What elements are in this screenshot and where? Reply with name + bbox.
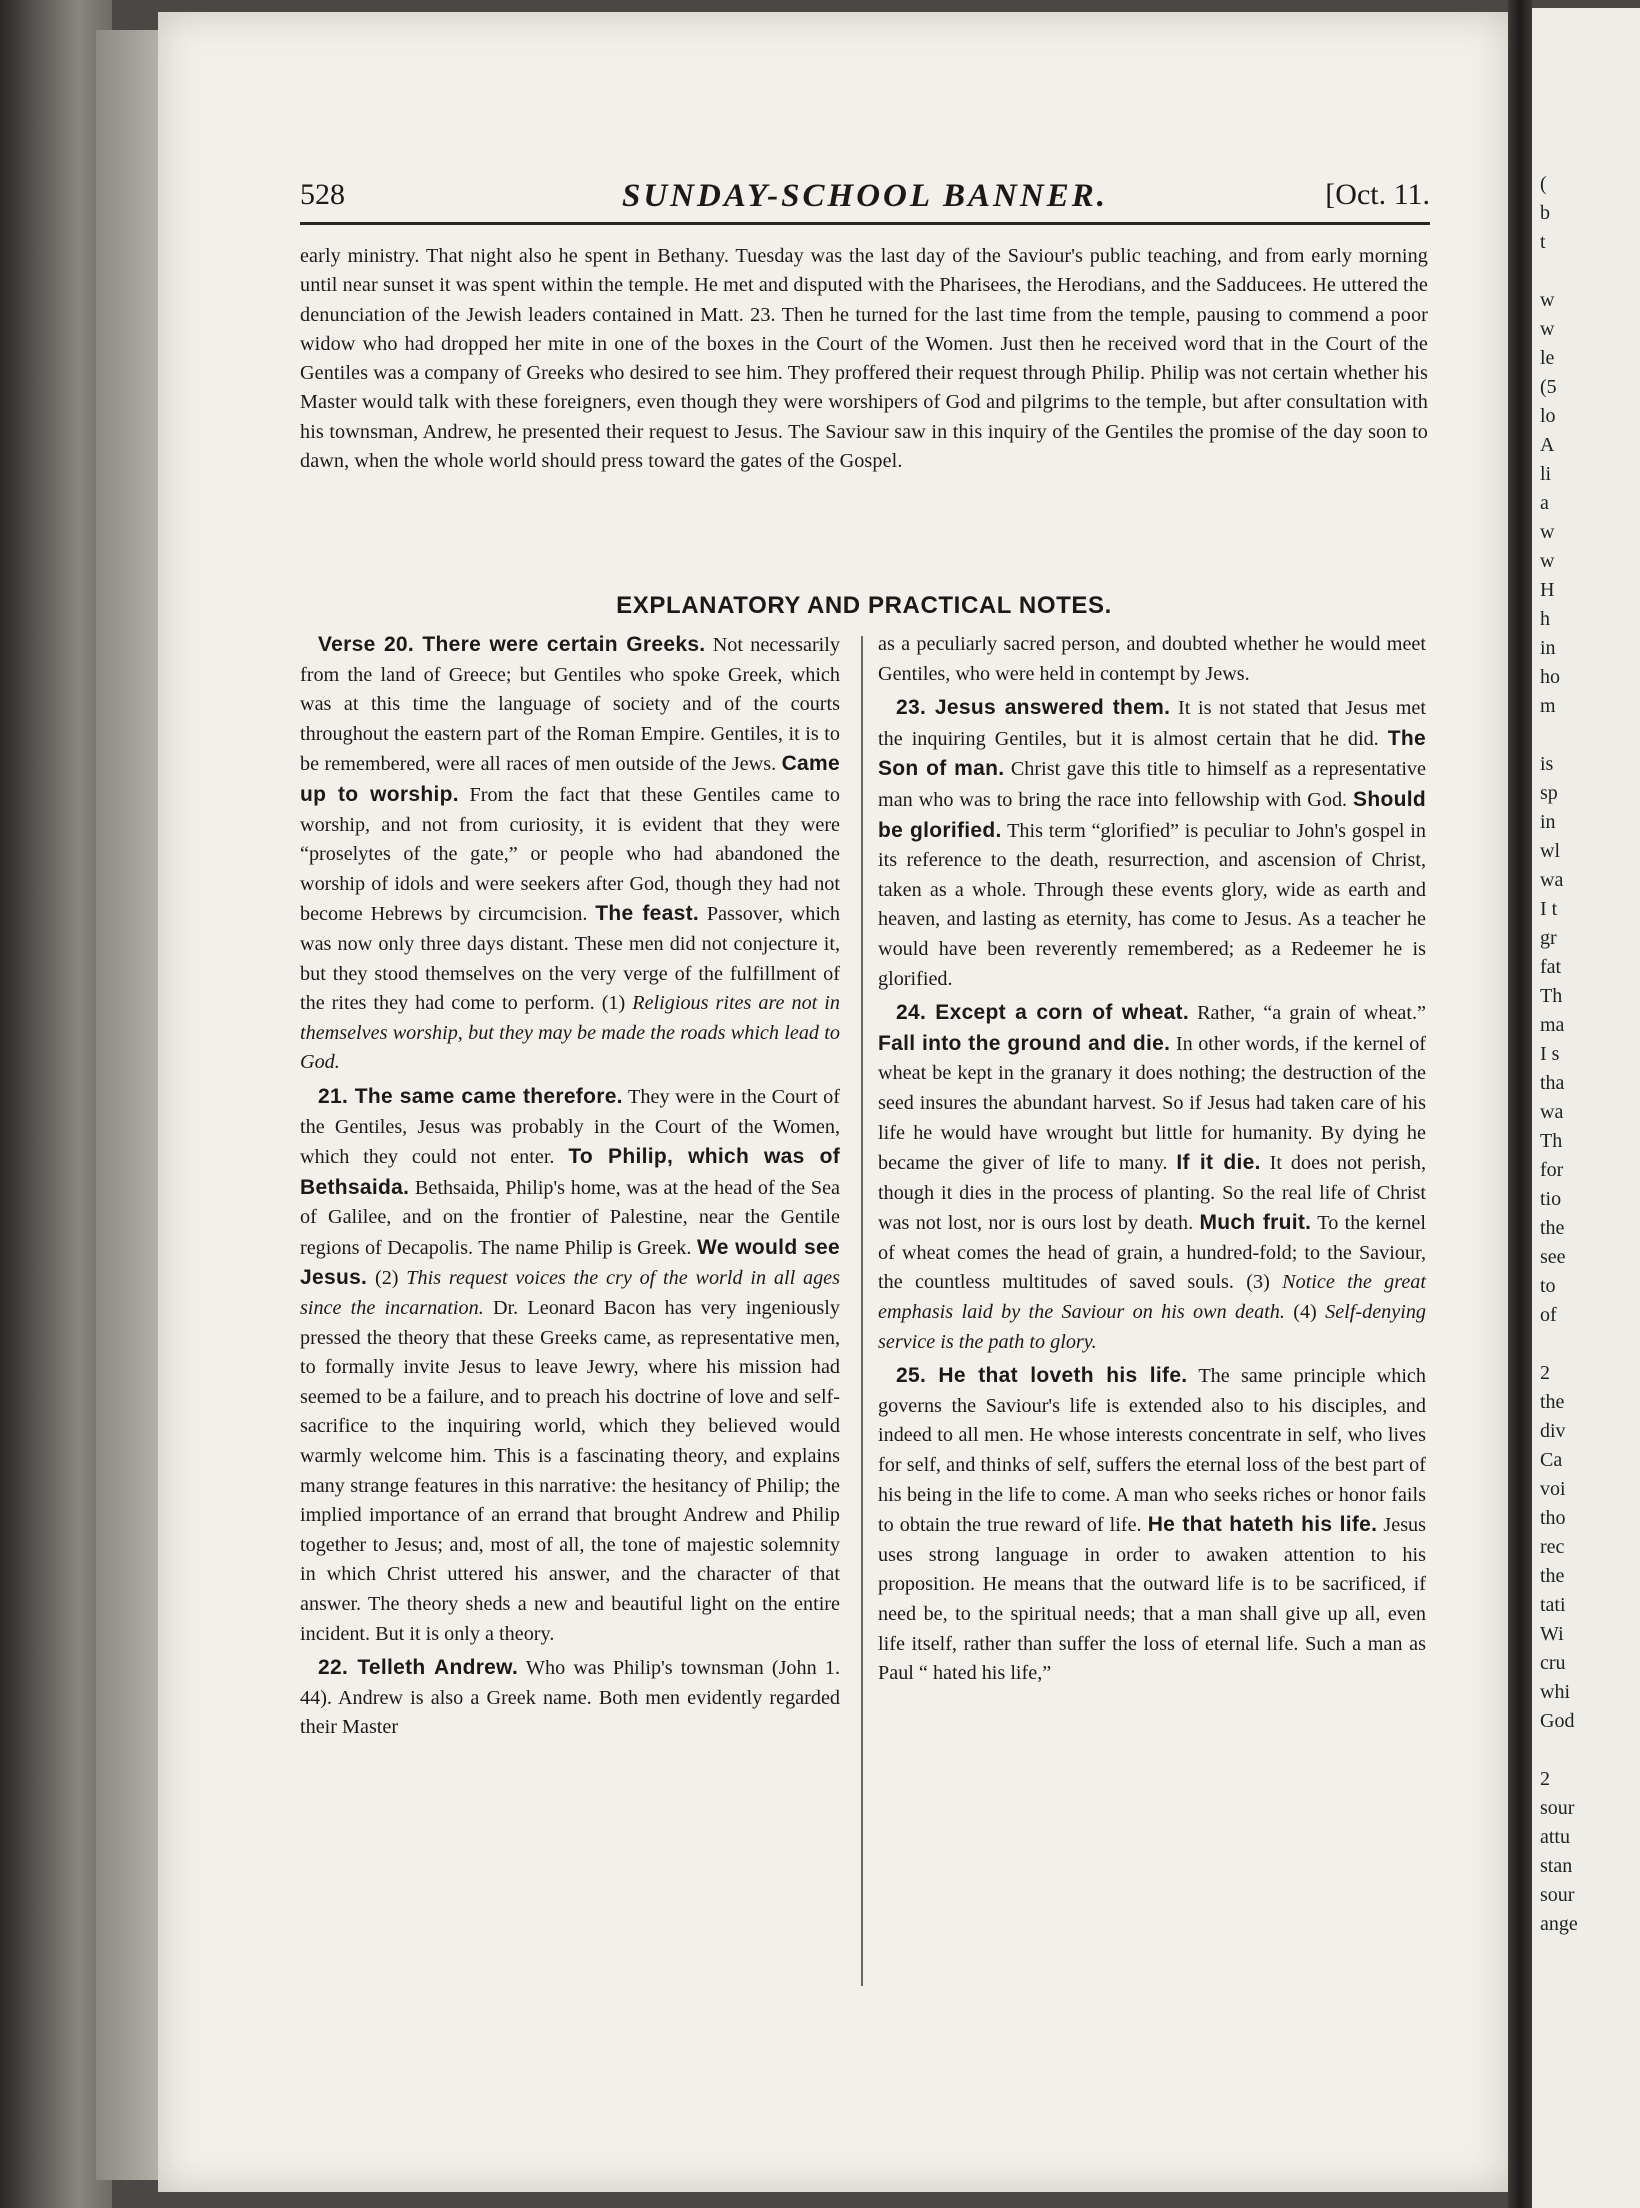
- note-text: Dr. Leonard Bacon has very ingeniously pressed the theory that these Greeks came, as representative men, to formally invite Jesus to leave Jewry, where his mission had seemed to be a failure, and to preach his doctrine of love and self-sacrifice to the inquiring world, which they believed would warmly welcome him. This is a fascinating theory, and explains many strange features in this narrative: the hesitancy of Philip; the implied importance of an errand that brought Andrew and Philip together to Jesus; and, most of all, the tone of majestic solemnity in which Christ uttered his answer, and the character of that answer. The theory sheds a new and beautiful light on the entire incident. But it is only a theory.: [300, 1297, 840, 1645]
- facing-page-line: tha: [1540, 1072, 1565, 1094]
- facing-page-line: Ca: [1540, 1449, 1563, 1471]
- facing-page-line: [1540, 257, 1578, 286]
- lesson-point: Religious rites are not in themselves worship, but they may be made the roads which lead to God.: [300, 992, 840, 1074]
- facing-page-line: I t: [1540, 898, 1558, 920]
- verse-heading: 21. The same came therefore.: [318, 1084, 623, 1108]
- facing-page-line: wl: [1540, 840, 1560, 862]
- left-column: [300, 630, 840, 1747]
- facing-page-line: voi: [1540, 1478, 1566, 1500]
- facing-page-line: ange: [1540, 1913, 1578, 1935]
- verse-heading: Much fruit.: [1199, 1211, 1312, 1235]
- note-text: Bethsaida, Philip's home, was at the head of the Sea of Galilee, and on the frontier of Palestine, near the Gentile regions of Decapolis. The name Philip is Greek.: [300, 1176, 840, 1259]
- facing-page-text: [1540, 170, 1578, 1939]
- running-head: [300, 178, 1430, 224]
- facing-page-line: tho: [1540, 1507, 1566, 1529]
- verse-heading: 25. He that loveth his life.: [896, 1364, 1188, 1388]
- verse-heading: 22. Telleth Andrew.: [318, 1656, 519, 1680]
- verse-heading: To Philip, which was of Bethsaida.: [300, 1145, 840, 1199]
- verse-heading: Should be glorified.: [878, 787, 1426, 842]
- facing-page-line: stan: [1540, 1855, 1573, 1877]
- verse-heading: We would see Jesus.: [300, 1235, 840, 1290]
- previous-page-edge: [96, 30, 166, 2180]
- note-paragraph: [878, 1361, 1426, 1689]
- note-text: In other words, if the kernel of wheat be kept in the granary it does nothing; the destruction of the seed insures the abundant harvest. So if Jesus had taken care of his life he would have wrought but little for humanity. By dying he became the giver of life to many.: [878, 1032, 1427, 1175]
- note-paragraph: [878, 998, 1426, 1357]
- facing-page-line: H: [1540, 579, 1555, 601]
- facing-page-line: fat: [1540, 956, 1562, 978]
- facing-page-line: w: [1540, 521, 1555, 543]
- facing-page-line: whi: [1540, 1681, 1570, 1703]
- facing-page-line: a: [1540, 492, 1549, 514]
- note-paragraph: [300, 1653, 840, 1743]
- publication-title: SUNDAY-SCHOOL BANNER.: [622, 178, 1108, 214]
- facing-page-line: lo: [1540, 405, 1556, 427]
- facing-page-line: tio: [1540, 1188, 1562, 1210]
- issue-date: [Oct. 11.: [1325, 178, 1430, 211]
- note-text: Christ gave this title to himself as a representative man who was to bring the race into fellowship with God.: [878, 758, 1426, 811]
- facing-page-line: b: [1540, 202, 1550, 224]
- facing-page-line: tati: [1540, 1594, 1566, 1616]
- verse-heading: If it die.: [1176, 1151, 1261, 1175]
- facing-page-line: I s: [1540, 1043, 1560, 1065]
- facing-page-line: (5: [1540, 376, 1557, 398]
- section-heading: EXPLANATORY AND PRACTICAL NOTES.: [616, 592, 1112, 619]
- facing-page-line: sour: [1540, 1797, 1575, 1819]
- facing-page-line: (: [1540, 173, 1547, 195]
- book-gutter: [1508, 0, 1532, 2208]
- verse-heading: Fall into the ground and die.: [878, 1031, 1171, 1055]
- lesson-point: Notice the great emphasis laid by the Saviour on his own death.: [878, 1271, 1426, 1324]
- note-text: To the kernel of wheat comes the head of grain, a hundred-fold; to the Saviour, the countless multitudes of saved souls. (3): [878, 1212, 1426, 1294]
- lesson-point: Self-denying service is the path to glory.: [878, 1301, 1427, 1353]
- verse-heading: He that hateth his life.: [1147, 1513, 1378, 1537]
- facing-page-line: cru: [1540, 1652, 1566, 1674]
- facing-page-line: God: [1540, 1710, 1575, 1732]
- facing-page-line: [1540, 721, 1578, 750]
- facing-page-line: wa: [1540, 1101, 1564, 1123]
- facing-page-line: rec: [1540, 1536, 1565, 1558]
- note-text: as a peculiarly sacred person, and doubted whether he would meet Gentiles, who were held in contempt by Jews.: [878, 633, 1426, 685]
- facing-page-line: [1540, 1736, 1578, 1765]
- note-text: Rather, “a grain of wheat.”: [1188, 1002, 1426, 1025]
- facing-page-fragment: [1532, 8, 1640, 2208]
- facing-page-line: [1540, 1330, 1578, 1359]
- note-text: Not necessarily from the land of Greece; but Gentiles who spoke Greek, which was at this time the language of society and of the courts throughout the eastern part of the Roman Empire. Gentiles, it is to be remembered, were all races of men outside of the Jews.: [300, 634, 840, 776]
- facing-page-line: sour: [1540, 1884, 1575, 1906]
- verse-heading: Came up to worship.: [300, 752, 840, 806]
- facing-page-line: t: [1540, 231, 1546, 253]
- facing-page-line: Th: [1540, 1130, 1563, 1152]
- note-text: It is not stated that Jesus met the inquiring Gentiles, but it is almost certain that he did.: [878, 697, 1426, 750]
- facing-page-line: the: [1540, 1391, 1565, 1413]
- facing-page-line: h: [1540, 608, 1550, 630]
- intro-paragraph: early ministry. That night also he spent in Bethany. Tuesday was the last day of the Saviour's public teaching, and from early morning until near sunset it was spent within the temple. He met and disputed with the Pharisees, the Herodians, and the Sadducees. He uttered the denunciation of the Jewish leaders contained in Matt. 23. Then he turned for the last time from the temple, pausing to commend a poor widow who had dropped her mite in one of the boxes in the Court of the Women. Just then he received word that in the Court of the Gentiles was a company of Greeks who desired to see him. They proffered their request through Philip. Philip was not certain whether his Master would talk with these foreigners, even though they were worshipers of God and pilgrims to the temple, but after consultation with his townsman, Andrew, he presented their request to Jesus. The Saviour saw in this inquiry of the Gentiles the promise of the day soon to dawn, when the whole world should press toward the gates of the Gospel.: [300, 245, 1428, 473]
- verse-heading: The Son of man.: [878, 726, 1426, 781]
- facing-page-line: sp: [1540, 782, 1558, 804]
- facing-page-line: w: [1540, 550, 1555, 572]
- right-column: [878, 630, 1426, 1693]
- facing-page-line: to: [1540, 1275, 1556, 1297]
- facing-page-line: in: [1540, 637, 1556, 659]
- facing-page-line: is: [1540, 753, 1554, 775]
- note-paragraph: [300, 1082, 840, 1649]
- page-number: 528: [300, 178, 345, 211]
- facing-page-line: A: [1540, 434, 1555, 456]
- note-text: (2): [367, 1267, 407, 1290]
- verse-heading: 23. Jesus answered them.: [896, 696, 1171, 720]
- note-text: This term “glorified” is peculiar to John's gospel in its reference to the death, resurrection, and ascension of Christ, taken as a whole. Through these events glory, wide as earth and heaven, and lasting as eternity, has come to Jesus. As a teacher he would have been reverently remembered; as a Redeemer he is glorified.: [878, 819, 1426, 990]
- note-paragraph: [300, 630, 840, 1078]
- facing-page-line: w: [1540, 318, 1555, 340]
- note-text: Jesus uses strong language in order to awaken attention to his proposition. He means that the outward life is to be sacrificed, if need be, to the spiritual needs; that a man shall give up all, even life itself, rather than suffer the loss of eternal life. Such a man as Paul “ hated his life,”: [878, 1514, 1426, 1685]
- facing-page-line: Wi: [1540, 1623, 1564, 1645]
- verse-heading: Verse 20. There were certain Greeks.: [318, 633, 706, 656]
- verse-heading: 24. Except a corn of wheat.: [896, 1001, 1189, 1025]
- facing-page-line: ma: [1540, 1014, 1565, 1036]
- facing-page-line: li: [1540, 463, 1552, 485]
- note-text: The same principle which governs the Saviour's life is extended also to his disciples, and indeed to all men. He whose interests concentrate in self, who lives for self, and thinks of self, suffers the eternal loss of the best part of his being in the life to come. A man who seeks riches or honor fails to obtain the true reward of life.: [878, 1365, 1426, 1537]
- facing-page-line: in: [1540, 811, 1556, 833]
- note-text: It does not perish, though it dies in the process of planting. So the real life of Christ was not lost, nor is ours lost by death.: [878, 1152, 1426, 1235]
- facing-page-line: 2: [1540, 1362, 1550, 1384]
- facing-page-line: 2: [1540, 1768, 1550, 1790]
- facing-page-line: gr: [1540, 927, 1557, 949]
- note-text: (4): [1284, 1301, 1326, 1324]
- facing-page-line: wa: [1540, 869, 1564, 891]
- verse-heading: The feast.: [595, 902, 700, 926]
- facing-page-line: the: [1540, 1565, 1565, 1587]
- facing-page-line: attu: [1540, 1826, 1570, 1848]
- facing-page-line: m: [1540, 695, 1556, 717]
- note-paragraph: [878, 693, 1426, 994]
- header-rule: [300, 222, 1430, 225]
- facing-page-line: w: [1540, 289, 1555, 311]
- facing-page-line: le: [1540, 347, 1555, 369]
- facing-page-line: Th: [1540, 985, 1563, 1007]
- facing-page-line: see: [1540, 1246, 1566, 1268]
- note-text: From the fact that these Gentiles came to worship, and not from curiosity, it is evident that they were “proselytes of the gate,” or people who had abandoned the worship of idols and were seekers after God, though they had not become Hebrews by circumcision.: [300, 783, 840, 926]
- note-text: Who was Philip's townsman (John 1. 44). Andrew is also a Greek name. Both men evidently regarded their Master: [300, 1657, 840, 1739]
- column-divider: [861, 636, 863, 1986]
- facing-page-line: div: [1540, 1420, 1566, 1442]
- lesson-point: This request voices the cry of the world in all ages since the incarnation.: [300, 1267, 840, 1320]
- facing-page-line: ho: [1540, 666, 1560, 688]
- note-text: They were in the Court of the Gentiles, Jesus was probably in the Court of the Women, which they could not enter.: [300, 1085, 840, 1169]
- note-paragraph: [878, 630, 1426, 689]
- note-text: Passover, which was now only three days distant. These men did not conjecture it, but they stood themselves on the very verge of the fulfillment of the rites they had come to perform. (1): [300, 903, 841, 1015]
- facing-page-line: the: [1540, 1217, 1565, 1239]
- facing-page-line: for: [1540, 1159, 1564, 1181]
- facing-page-line: of: [1540, 1304, 1557, 1326]
